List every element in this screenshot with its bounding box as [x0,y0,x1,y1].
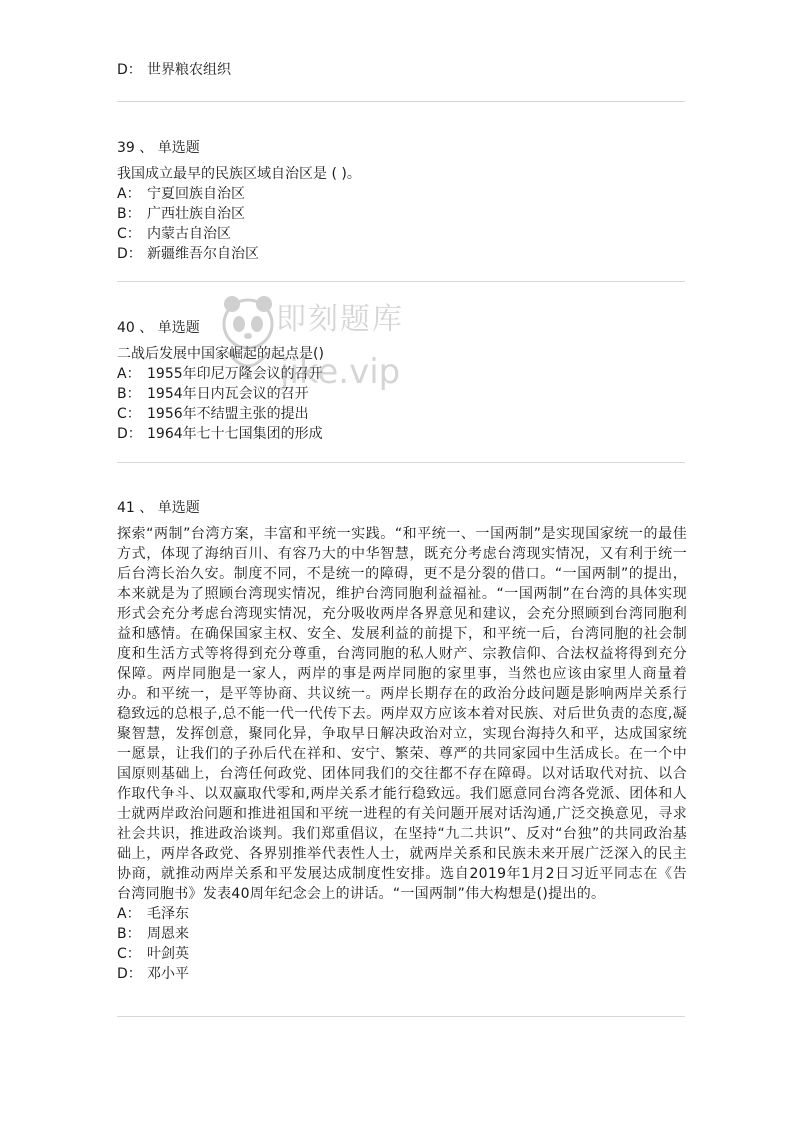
option-text: 世界粮农组织 [147,62,231,78]
option-text: 宁夏回族自治区 [147,186,245,202]
option-key: C： [117,226,141,242]
option-text: 叶剑英 [147,946,189,962]
option-key: C： [117,406,141,422]
option-key: A： [117,186,141,202]
divider [117,1016,685,1017]
option-text: 毛泽东 [147,906,189,922]
question-40 [117,318,687,444]
question-header: 40 、 单选题 [117,320,200,336]
option-c[interactable] [117,944,687,964]
question-41 [117,498,687,984]
q38-option-d[interactable] [117,60,687,80]
option-key: A： [117,366,141,382]
option-key: B： [117,926,141,942]
divider [117,281,685,282]
option-text: 新疆维吾尔自治区 [147,246,259,262]
option-key: C： [117,946,141,962]
option-text: 1964年七十七国集团的形成 [147,426,323,442]
option-c[interactable] [117,224,687,244]
option-d[interactable] [117,964,687,984]
option-text: 周恩来 [147,926,189,942]
option-key: B： [117,206,141,222]
watermark-text-cn: 即刻题库 [276,302,404,337]
option-text: 邓小平 [147,966,189,982]
question-stem: 二战后发展中国家崛起的起点是() [117,346,324,362]
option-text: 广西壮族自治区 [147,206,245,222]
option-c[interactable] [117,404,687,424]
option-text: 1956年不结盟主张的提出 [147,406,309,422]
divider [117,101,685,102]
option-key: A： [117,906,141,922]
question-header: 39 、 单选题 [117,140,200,156]
option-b[interactable] [117,924,687,944]
option-key: B： [117,386,141,402]
option-a[interactable] [117,904,687,924]
option-d[interactable] [117,424,687,444]
option-key: D： [117,426,142,442]
question-header: 41 、 单选题 [117,500,200,516]
q38-tail [117,60,687,80]
question-stem: 我国成立最早的民族区域自治区是 ( )。 [117,166,361,182]
option-text: 内蒙古自治区 [147,226,231,242]
option-a[interactable] [117,364,687,384]
watermark-text-url: jike.vip [280,352,401,392]
option-key: D： [117,966,142,982]
option-b[interactable] [117,384,687,404]
option-key: D： [117,246,142,262]
option-text: 1955年印尼万隆会议的召开 [147,366,323,382]
option-key: D： [117,62,142,78]
divider [117,462,685,463]
option-d[interactable] [117,244,687,264]
question-39 [117,138,687,264]
option-text: 1954年日内瓦会议的召开 [147,386,309,402]
option-a[interactable] [117,184,687,204]
question-stem: 探索“两制”台湾方案，丰富和平统一实践。“和平统一、一国两制”是实现国家统一的最佳方式，体现了海纳百川、有容乃大的中华智慧，既充分考虑台湾现实情况，又有利于统一后台湾长治久安。制度不同，不是统一的障碍，更不是分裂的借口。“一国两制”的提出，本来就是为了照顾台湾现实情况，维护台湾同胞利益福祉。“一国两制”在台湾的具体实现形式会充分考虑台湾现实情况，充分吸收两岸各界意见和建议，会充分照顾到台湾同胞利益和感情。在确保国家主权、安全、发展利益的前提下，和平统一后，台湾同胞的社会制度和生活方式等将得到充分尊重，台湾同胞的私人财产、宗教信仰、合法权益将得到充分保障。两岸同胞是一家人，两岸的事是两岸同胞的家里事，当然也应该由家里人商量着办。和平统一，是平等协商、共议统一。两岸长期存在的政治分歧问题是影响两岸关系行稳致远的总根子,总不能一代一代传下去。两岸双方应该本着对民族、对后世负责的态度,凝聚智慧，发挥创意，聚同化异，争取早日解决政治对立，实现台海持久和平，达成国家统一愿景，让我们的子孙后代在祥和、安宁、繁荣、尊严的共同家园中生活成长。在一个中国原则基础上，台湾任何政党、团体同我们的交往都不存在障碍。以对话取代对抗、以合作取代争斗、以双赢取代零和,两岸关系才能行稳致远。我们愿意同台湾各党派、团体和人士就两岸政治问题和推进祖国和平统一进程的有关问题开展对话沟通,广泛交换意见，寻求社会共识，推进政治谈判。我们郑重倡议，在坚持“九二共识”、反对“台独”的共同政治基础上，两岸各政党、各界别推举代表性人士，就两岸关系和民族未来开展广泛深入的民主协商，就推动两岸关系和平发展达成制度性安排。选自2019年1月2日习近平同志在《告台湾同胞书》发表40周年纪念会上的讲话。“一国两制”伟大构想是()提出的。 [117,526,687,902]
option-b[interactable] [117,204,687,224]
